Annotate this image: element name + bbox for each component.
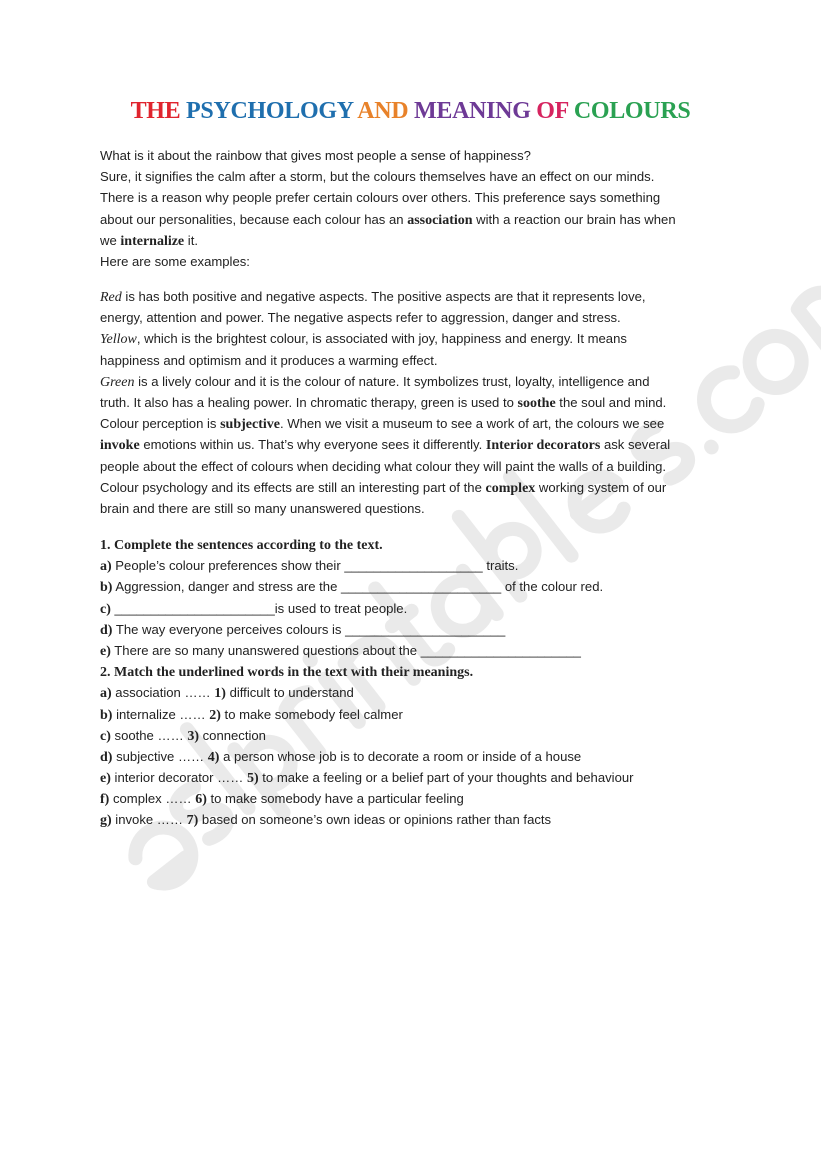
text-run: with a reaction our brain has when xyxy=(472,211,676,227)
text-run: to make somebody feel calmer xyxy=(220,706,403,722)
text-run: ask several xyxy=(600,437,671,453)
text-run: truth. It also has a healing power. In chromatic therapy, green is used to xyxy=(100,394,518,410)
bold-term: e) xyxy=(100,643,111,659)
text-run: There are so many unanswered questions about the ______________________ xyxy=(110,642,581,658)
bold-term: g) xyxy=(100,813,112,829)
text-line xyxy=(100,328,670,349)
title-word: PSYCHOLOGY xyxy=(186,98,358,124)
exercise-item xyxy=(100,640,634,661)
bold-term: b) xyxy=(100,580,113,596)
italic-colour-name: Yellow xyxy=(100,332,137,348)
intro-paragraph xyxy=(100,145,676,272)
exercises-section xyxy=(100,534,634,831)
text-run: happiness and optimism and it produces a warming effect. xyxy=(100,352,438,368)
text-line xyxy=(100,145,676,166)
text-run: association …… xyxy=(111,685,215,701)
text-line xyxy=(100,477,670,498)
exercise-item xyxy=(100,809,634,830)
bold-term: Interior decorators xyxy=(485,438,601,454)
text-run: to make a feeling or a belief part of your thoughts and behaviour xyxy=(258,770,634,786)
bold-term: association xyxy=(407,212,473,228)
text-line xyxy=(100,392,670,413)
title-word: OF xyxy=(536,98,574,124)
exercise-item xyxy=(100,725,634,746)
exercise-item xyxy=(100,619,634,640)
text-run: 1. Complete the sentences according to the text. xyxy=(100,538,383,553)
text-line xyxy=(100,286,670,307)
bold-term: b) xyxy=(100,707,113,723)
bold-term: d) xyxy=(100,749,113,765)
text-run: working system of our xyxy=(535,479,667,495)
text-line xyxy=(100,350,670,371)
bold-term: c) xyxy=(100,601,111,617)
text-run: invoke …… xyxy=(111,812,187,828)
bold-term: c) xyxy=(100,728,111,744)
text-run: a person whose job is to decorate a room or inside of a house xyxy=(219,748,582,764)
italic-colour-name: Green xyxy=(100,374,135,390)
text-run: People’s colour preferences show their ___________________ traits. xyxy=(111,558,519,574)
text-run: energy, attention and power. The negative aspects refer to aggression, danger and stress. xyxy=(100,310,621,326)
title-word: MEANING xyxy=(414,98,537,124)
bold-term: 4) xyxy=(207,749,220,765)
exercise-item xyxy=(100,555,634,576)
bold-term: complex xyxy=(485,480,536,496)
bold-term: soothe xyxy=(517,395,556,411)
text-run: about our personalities, because each colour has an xyxy=(100,211,408,227)
exercise-item xyxy=(100,788,634,809)
text-run: to make somebody have a particular feeling xyxy=(206,791,464,807)
text-line xyxy=(100,456,670,477)
bold-term: 3) xyxy=(187,728,199,744)
text-run: interior decorator …… xyxy=(110,770,247,786)
bold-term: invoke xyxy=(100,438,140,454)
text-run: connection xyxy=(198,727,266,743)
exercise-item xyxy=(100,598,634,619)
bold-term: a) xyxy=(100,686,112,702)
bold-term: a) xyxy=(100,559,112,575)
bold-term: f) xyxy=(100,792,110,808)
text-run: . When we visit a museum to see a work of art, the colours we see xyxy=(279,416,665,432)
text-line xyxy=(100,434,670,455)
text-run: Colour psychology and its effects are still an interesting part of the xyxy=(100,479,486,495)
exercise-item xyxy=(100,767,634,788)
text-run: it. xyxy=(184,232,198,248)
text-run: internalize …… xyxy=(112,706,210,722)
bold-term: 7) xyxy=(186,813,199,829)
text-run: complex …… xyxy=(109,791,196,807)
text-line xyxy=(100,251,676,272)
bold-term: d) xyxy=(100,622,113,638)
text-run: Sure, it signifies the calm after a storm, but the colours themselves have an effect on our minds. xyxy=(100,169,655,185)
text-line xyxy=(100,498,670,519)
italic-colour-name: Red xyxy=(100,290,122,305)
text-run: subjective …… xyxy=(112,748,208,764)
text-run: emotions within us. That’s why everyone sees it differently. xyxy=(139,437,486,453)
text-run: Here are some examples: xyxy=(100,253,250,269)
text-run: Colour perception is xyxy=(100,416,221,432)
title-word: AND xyxy=(357,98,415,124)
text-run: soothe …… xyxy=(110,727,188,743)
text-line xyxy=(100,413,670,434)
text-run: What is it about the rainbow that gives most people a sense of happiness? xyxy=(100,148,531,163)
exercise-item xyxy=(100,576,634,597)
text-line xyxy=(100,187,676,208)
exercise-item xyxy=(100,682,634,703)
text-run: based on someone’s own ideas or opinions rather than facts xyxy=(198,812,552,828)
text-run: people about the effect of colours when deciding what colour they will paint the walls of a building. xyxy=(100,458,667,474)
worksheet-title xyxy=(0,98,821,125)
bold-term: 5) xyxy=(246,771,259,787)
bold-term: 1) xyxy=(214,686,226,702)
bold-term: e) xyxy=(100,771,111,787)
exercise-item xyxy=(100,746,634,767)
text-run: , which is the brightest colour, is associated with joy, happiness and energy. It means xyxy=(136,331,627,347)
exercise-heading xyxy=(100,534,634,555)
text-run: is has both positive and negative aspects. The positive aspects are that it represents love, xyxy=(121,289,646,304)
text-line xyxy=(100,230,676,251)
text-run: brain and there are still so many unanswered questions. xyxy=(100,500,425,516)
title-word: THE xyxy=(130,98,187,124)
colours-paragraph xyxy=(100,286,670,519)
text-run: There is a reason why people prefer certain colours over others. This preference says something xyxy=(100,190,661,206)
text-run: The way everyone perceives colours is ______________________ xyxy=(112,621,506,637)
text-line xyxy=(100,166,676,187)
text-line xyxy=(100,307,670,328)
bold-term: 6) xyxy=(195,792,207,808)
title-word: COLOURS xyxy=(573,98,691,124)
text-run: ______________________is used to treat people. xyxy=(110,600,408,616)
bold-term: 2) xyxy=(209,707,221,723)
text-run: 2. Match the underlined words in the text with their meanings. xyxy=(100,665,474,681)
text-run: the soul and mind. xyxy=(555,394,667,410)
text-run: we xyxy=(100,232,121,248)
text-line xyxy=(100,371,670,392)
exercise-item xyxy=(100,704,634,725)
text-run: Aggression, danger and stress are the ______________________ of the colour red. xyxy=(112,579,604,595)
text-line xyxy=(100,209,676,230)
bold-term: internalize xyxy=(120,233,185,249)
exercise-heading xyxy=(100,661,634,682)
text-run: difficult to understand xyxy=(225,685,354,701)
text-run: is a lively colour and it is the colour of nature. It symbolizes trust, loyalty, intelligence and xyxy=(134,373,650,389)
bold-term: subjective xyxy=(220,417,280,433)
